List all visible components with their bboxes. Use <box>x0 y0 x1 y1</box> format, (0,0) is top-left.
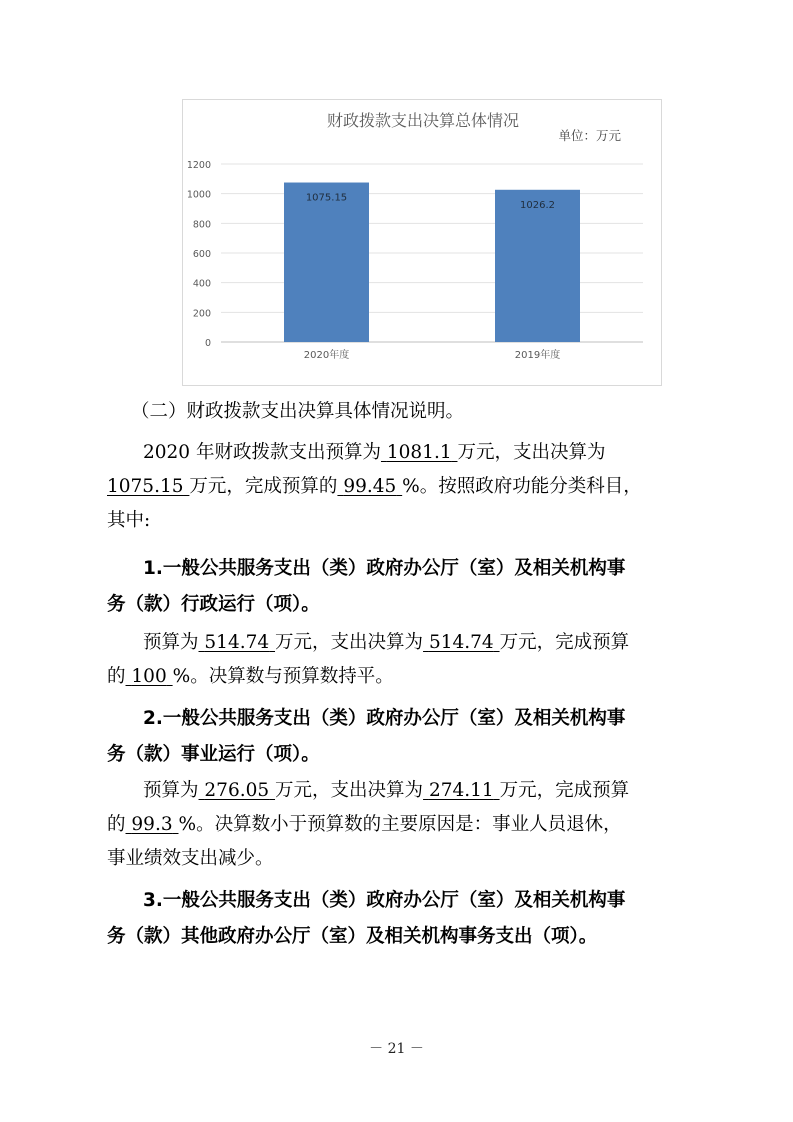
section-heading: （二）财政拨款支出决算具体情况说明。 <box>131 401 465 422</box>
item-2-detail-line-3: 事业绩效支出减少。 <box>107 848 274 869</box>
y-tick-label: 600 <box>192 249 211 260</box>
y-tick-label: 0 <box>204 338 211 349</box>
summary-budget: 1081.1 <box>386 442 452 463</box>
bar-2019年度 <box>495 190 580 342</box>
bar-2020年度 <box>284 183 369 342</box>
item-2-budget: 276.05 <box>204 780 270 801</box>
summary-line-2 <box>107 470 687 504</box>
x-category-label: 2020年度 <box>303 350 350 361</box>
page-number: － 21 － <box>369 1041 424 1057</box>
item-1-detail-line-2: 的 100 %。决算数与预算数持平。 <box>107 666 394 687</box>
chart-title: 财政拨款支出决算总体情况 <box>326 111 520 130</box>
item-2-actual: 274.11 <box>428 780 494 801</box>
summary-text: 2020 年财政拨款支出预算为 <box>143 442 381 463</box>
summary-rate: 99.45 <box>343 476 397 497</box>
item-2-detail-line-1: 预算为 276.05 万元，支出决算为 274.11 万元，完成预算 <box>143 780 630 801</box>
item-2-title-line-2: 务（款）事业运行（项）。 <box>107 744 320 765</box>
item-2-rate: 99.3 <box>131 814 173 835</box>
item-1-detail-line-1: 预算为 514.74 万元，支出决算为 514.74 万元，完成预算 <box>143 632 630 653</box>
y-tick-label: 800 <box>192 219 211 231</box>
y-tick-label: 400 <box>192 278 211 290</box>
chart-unit-label: 单位：万元 <box>558 128 621 143</box>
summary-line-1 <box>143 436 723 470</box>
summary-line-3: 其中: <box>107 510 151 531</box>
summary-text: 万元，完成预算的 <box>189 476 338 497</box>
item-1-actual: 514.74 <box>428 632 494 653</box>
item-3-title-line-1: 3.一般公共服务支出（类）政府办公厅（室）及相关机构事 <box>143 890 626 911</box>
chart-container <box>182 99 662 386</box>
item-1-title-line-1: 1.一般公共服务支出（类）政府办公厅（室）及相关机构事 <box>143 558 626 579</box>
item-1-budget: 514.74 <box>204 632 270 653</box>
expenditure-bar-chart <box>183 100 663 387</box>
item-2-detail-line-2: 的 99.3 %。决算数小于预算数的主要原因是：事业人员退休， <box>107 814 622 835</box>
summary-actual: 1075.15 <box>107 476 184 497</box>
bar-value-label: 1026.2 <box>520 199 555 211</box>
item-1-rate: 100 <box>131 666 167 687</box>
y-tick-label: 1200 <box>186 160 211 171</box>
item-2-title-line-1: 2.一般公共服务支出（类）政府办公厅（室）及相关机构事 <box>143 708 626 729</box>
y-tick-label: 200 <box>192 308 211 320</box>
summary-text: 万元，支出决算为 <box>457 442 606 463</box>
y-tick-label: 1000 <box>186 189 211 201</box>
summary-text: %。按照政府功能分类科目， <box>402 476 642 497</box>
item-1-title-line-2: 务（款）行政运行（项）。 <box>107 594 320 615</box>
item-3-title-line-2: 务（款）其他政府办公厅（室）及相关机构事务支出（项）。 <box>107 926 598 947</box>
bar-value-label: 1075.15 <box>305 192 348 204</box>
x-category-label: 2019年度 <box>514 350 561 361</box>
